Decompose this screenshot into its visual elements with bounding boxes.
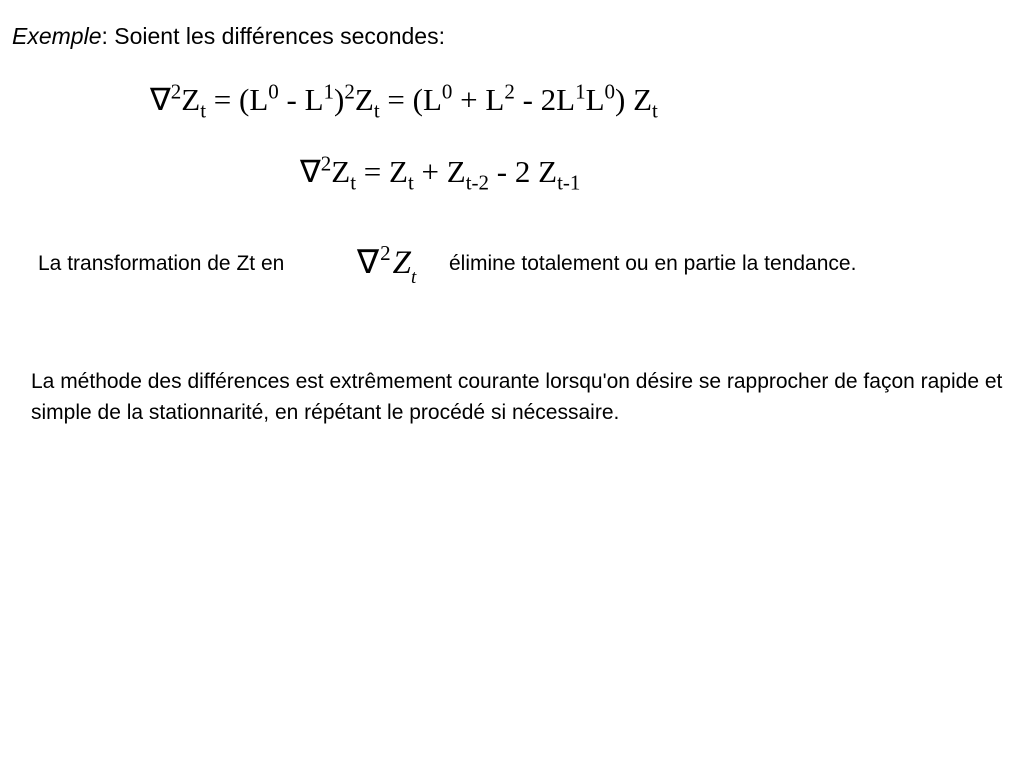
lag-exponent: 0 [268,79,279,104]
z-variable: Z [392,245,411,281]
inline-nabla-squared-zt [357,241,417,288]
equation-second-difference-operator [150,79,658,123]
t-index: t [373,98,380,123]
equation-segment: = Z [356,154,408,189]
equation-second-difference-expanded [300,151,581,195]
equation-segment: ) Z [615,82,653,117]
t-minus-2-index: t-2 [465,170,490,195]
nabla-symbol: ∇ [357,245,380,281]
example-description: : Soient les différences secondes: [101,23,445,49]
example-intro [12,23,445,50]
nabla-symbol: ∇ [150,82,171,117]
nabla-exponent: 2 [170,79,182,104]
equation-segment: - L [278,82,324,117]
lag-exponent: 0 [604,79,616,104]
equation-segment: ) [334,82,345,117]
lag-exponent: 1 [575,79,586,104]
z-variable: Z [331,154,351,189]
equation-segment: + L [452,82,505,117]
equation-segment: L [585,82,605,117]
equation-segment: + Z [413,154,466,189]
z-variable: Z [354,82,374,117]
transformation-text-after: élimine totalement ou en partie la tendance. [449,252,857,275]
equation-segment: = (L [379,82,442,117]
equation-segment: - 2L [514,82,576,117]
t-index: t [200,98,207,123]
lag-exponent: 1 [323,79,335,104]
t-minus-1-index: t-1 [557,170,581,195]
lag-exponent: 2 [504,79,515,104]
z-variable: Z [181,82,201,117]
t-index: t [410,267,417,288]
t-index: t [407,170,414,195]
nabla-exponent: 2 [320,151,332,176]
nabla-exponent: 2 [380,241,391,265]
method-paragraph: La méthode des différences est extrêmement courante lorsqu'on désire se rapprocher de façon rapide et simple de la stationnarité, en répétant le procédé si nécessaire. [31,370,1003,424]
transformation-text-before: La transformation de Zt en [38,252,285,275]
example-label: Exemple [12,23,102,49]
t-index: t [652,98,658,123]
nabla-symbol: ∇ [300,154,321,189]
square-exponent: 2 [344,79,355,104]
t-index: t [350,170,357,195]
equation-segment: - 2 Z [489,154,558,189]
equation-segment: = (L [206,82,269,117]
lag-exponent: 0 [441,79,453,104]
